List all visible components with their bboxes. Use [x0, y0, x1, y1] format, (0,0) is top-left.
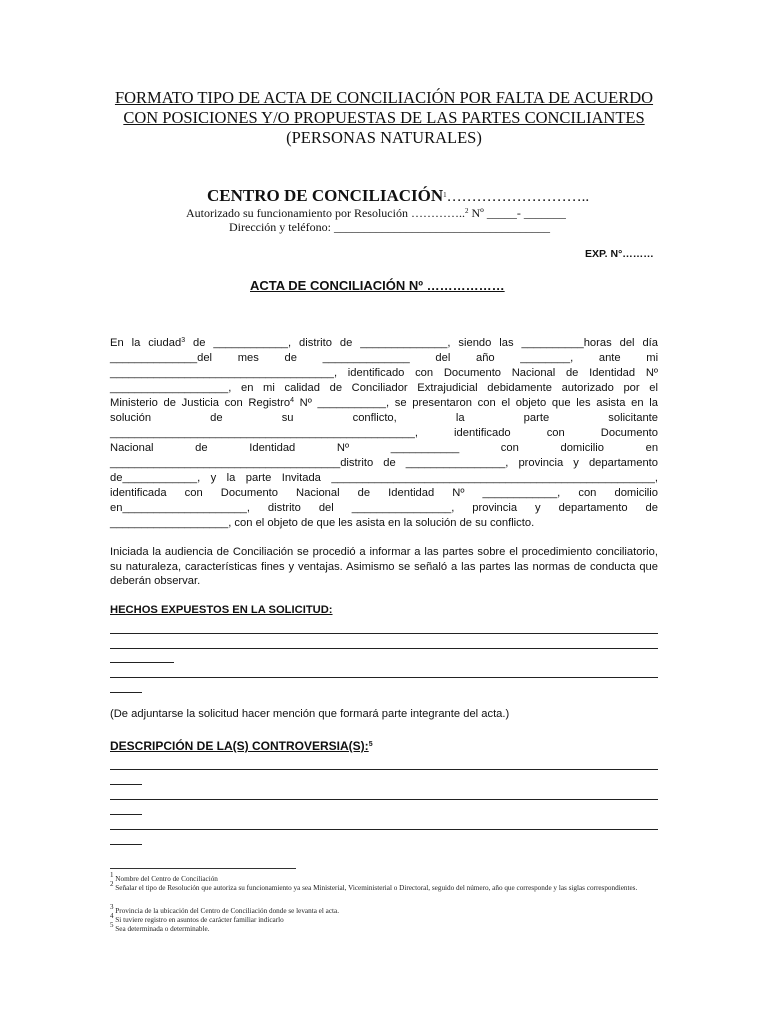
- body-text: del: [435, 352, 451, 364]
- footnote-ref-4: 4: [290, 397, 294, 404]
- body-row-13: ___________________, con el objeto de que les asista en la solución de su conflicto.: [110, 517, 535, 529]
- body-text: Nacional: [110, 442, 154, 454]
- autorizado-line: [186, 206, 566, 221]
- footnote-text: Si tuviere registro en asuntos de carácter familiar indicarlo: [115, 916, 284, 924]
- hechos-line-1: [110, 633, 658, 634]
- descripcion-line-5: [110, 829, 658, 830]
- body-text: Identidad: [249, 442, 296, 454]
- descripcion-line-6: [110, 844, 142, 845]
- descripcion-line-2: [110, 784, 142, 785]
- body-text: En la ciudad: [110, 337, 182, 349]
- descripcion-line-4: [110, 814, 142, 815]
- body-text: ______________del: [110, 352, 213, 364]
- body-text: Nº ___________, se presentaron con el objeto que les asista en la: [293, 397, 659, 409]
- body-text: mi: [646, 352, 659, 364]
- acta-title: ACTA DE CONCILIACIÓN Nº ………………: [250, 278, 505, 293]
- body-text: de: [284, 352, 297, 364]
- body-text: conflicto,: [352, 412, 397, 424]
- autorizado-number: Nº _____- _______: [471, 206, 566, 220]
- body-text: con: [500, 442, 519, 454]
- hechos-line-4: [110, 677, 658, 678]
- body-row-12: en____________________, distrito del ________________, provincia y departamento de: [110, 502, 658, 514]
- document-title-line-2: CON POSICIONES Y/O PROPUESTAS DE LAS PARTES CONCILIANTES: [123, 108, 645, 127]
- audiencia-paragraph: Iniciada la audiencia de Conciliación se procedió a informar a las partes sobre el procedimiento conciliatorio, su naturaleza, características fines y ventajas. Asimismo se señaló a las partes las normas de conducta que deberán observar.: [110, 546, 658, 587]
- centro-footnote-ref: 1: [443, 191, 447, 199]
- body-text: ______________: [322, 352, 410, 364]
- body-text: solicitante: [608, 412, 659, 424]
- footnote-text: Sea determinada o determinable.: [115, 925, 210, 933]
- body-row-5: [110, 396, 658, 410]
- body-row-9: _____________________________________distrito de ________________, provincia y departamento: [110, 457, 658, 469]
- direccion-line: Dirección y teléfono: ____________________________________: [229, 220, 550, 234]
- body-row-2: [110, 351, 658, 365]
- descripcion-line-3: [110, 799, 658, 800]
- hechos-line-2: [110, 648, 658, 649]
- footnote-number: 4: [110, 912, 114, 920]
- hechos-note: (De adjuntarse la solicitud hacer mención que formará parte integrante del acta.): [110, 708, 510, 720]
- centro-heading: [207, 186, 589, 206]
- body-row-6: [110, 411, 658, 425]
- footnote-text: Señalar el tipo de Resolución que autoriza su funcionamiento ya sea Ministerial, Viceministerial o Directoral, seguido del número, año que corresponde y las siglas correspondientes.: [115, 884, 638, 892]
- descripcion-heading: [110, 739, 373, 753]
- body-text: de ____________, distrito de ______________, siendo las __________horas del día: [185, 337, 658, 349]
- body-row-1: [110, 336, 658, 350]
- footnote-text: Provincia de la ubicación del Centro de Conciliación donde se levanta el acta.: [115, 907, 340, 915]
- hechos-line-5: [110, 692, 142, 693]
- body-text: su: [281, 412, 294, 424]
- footnote-number: 5: [110, 921, 114, 929]
- body-row-3: ____________________________________, identificado con Documento Nacional de Identidad Nº: [110, 367, 658, 379]
- footnote-2: [110, 880, 658, 893]
- body-text: solución: [110, 412, 152, 424]
- footnote-number: 1: [110, 871, 114, 879]
- body-row-11: identificada con Documento Nacional de Identidad Nº ____________, con domicilio: [110, 487, 658, 499]
- expediente-number: EXP. N°………: [585, 248, 654, 260]
- descripcion-line-1: [110, 769, 658, 770]
- centro-dots: ………………………..: [446, 189, 590, 205]
- body-text: Nº: [336, 442, 350, 454]
- body-text: domicilio: [560, 442, 604, 454]
- footnote-4: [110, 912, 670, 925]
- body-row-7: _________________________________________________, identificado con Documento: [110, 427, 658, 439]
- body-text: ante: [598, 352, 621, 364]
- body-text: en: [645, 442, 659, 454]
- centro-label: CENTRO DE CONCILIACIÓN: [207, 186, 444, 205]
- body-text: parte: [523, 412, 550, 424]
- hechos-heading: HECHOS EXPUESTOS EN LA SOLICITUD:: [110, 604, 333, 616]
- body-text: año: [475, 352, 495, 364]
- footnote-separator: [110, 868, 296, 869]
- document-title-line-3: (PERSONAS NATURALES): [286, 128, 482, 147]
- body-row-4: ___________________, en mi calidad de Conciliador Extrajudicial debidamente autorizado por el: [110, 382, 658, 394]
- body-text: ________,: [520, 352, 574, 364]
- body-text: de: [210, 412, 223, 424]
- footnote-text: Nombre del Centro de Conciliación: [115, 875, 218, 883]
- body-text: de: [195, 442, 208, 454]
- body-text: la: [455, 412, 465, 424]
- descripcion-heading-text: DESCRIPCIÓN DE LA(S) CONTROVERSIA(S):: [110, 739, 369, 753]
- autorizado-footnote-ref: 2: [464, 207, 469, 215]
- body-text: mes: [237, 352, 259, 364]
- body-row-10: de____________, y la parte Invitada ____________________________________________________,: [110, 472, 658, 484]
- footnote-5: [110, 921, 670, 934]
- document-title-line-1: FORMATO TIPO DE ACTA DE CONCILIACIÓN POR FALTA DE ACUERDO: [114, 88, 654, 107]
- autorizado-text: Autorizado su funcionamiento por Resolución …………..: [186, 206, 465, 220]
- footnote-ref-5: 5: [368, 741, 373, 748]
- body-text: Ministerio de Justicia con Registro: [110, 397, 291, 409]
- footnote-3: [110, 903, 670, 916]
- footnote-1: [110, 871, 670, 884]
- hechos-line-3: [110, 662, 174, 663]
- body-text: ___________: [390, 442, 460, 454]
- footnote-number: 2: [110, 880, 114, 888]
- footnote-number: 3: [110, 903, 114, 911]
- footnote-ref-3: 3: [181, 337, 186, 344]
- body-row-8: [110, 441, 658, 455]
